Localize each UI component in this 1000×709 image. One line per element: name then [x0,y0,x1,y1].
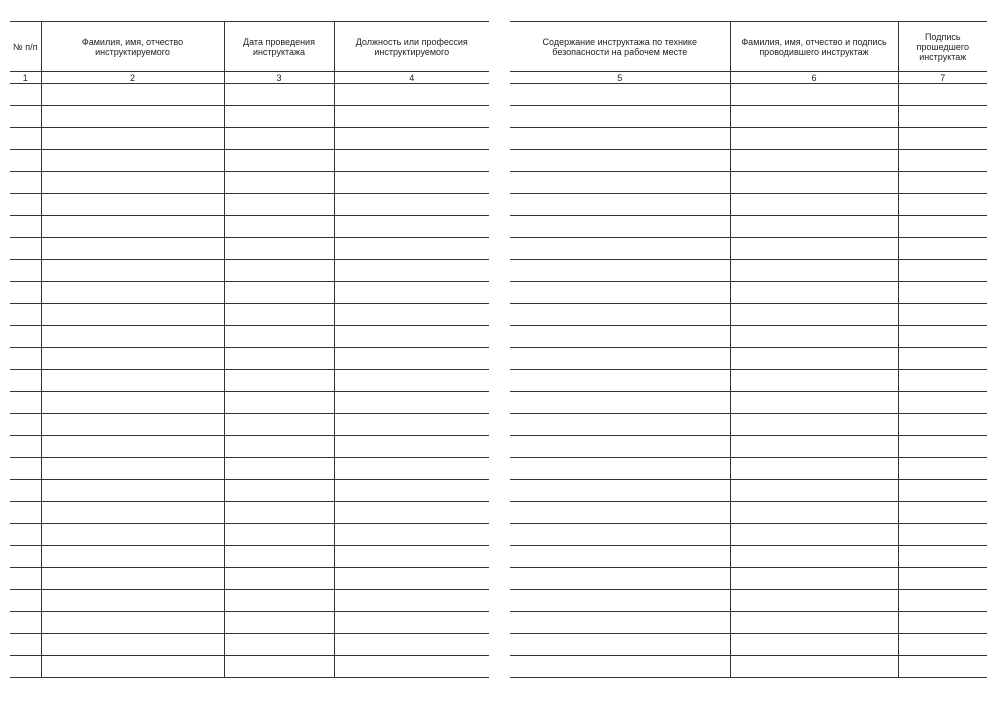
table-row [10,106,489,128]
table-row [510,656,987,678]
table-row [10,348,489,370]
table-row [10,172,489,194]
table-cell[interactable] [10,546,41,568]
table-cell[interactable] [224,524,334,546]
table-cell[interactable] [898,480,987,502]
table-cell[interactable] [730,502,898,524]
table-cell[interactable] [334,238,489,260]
table-row [10,128,489,150]
table-cell[interactable] [898,260,987,282]
table-cell[interactable] [730,546,898,568]
table-row [510,546,987,568]
table-cell[interactable] [224,634,334,656]
table-cell[interactable] [10,612,41,634]
header-row [10,22,489,72]
table-cell[interactable] [510,238,730,260]
table-cell[interactable] [41,84,224,106]
table-cell[interactable] [898,546,987,568]
table-cell[interactable] [41,282,224,304]
table-cell[interactable] [730,656,898,678]
table-row [10,546,489,568]
table-cell[interactable] [224,260,334,282]
table-cell[interactable] [510,326,730,348]
table-cell[interactable] [898,282,987,304]
table-cell[interactable] [898,502,987,524]
header-trainee-signature: Подпись прошедшего инструктаж [898,22,987,72]
table-row [10,150,489,172]
table-cell[interactable] [510,656,730,678]
table-cell[interactable] [334,480,489,502]
table-cell[interactable] [510,172,730,194]
table-cell[interactable] [224,304,334,326]
table-row [10,392,489,414]
table-cell[interactable] [41,194,224,216]
table-cell[interactable] [41,568,224,590]
table-cell[interactable] [41,414,224,436]
table-cell[interactable] [10,260,41,282]
table-row [10,524,489,546]
table-cell[interactable] [10,106,41,128]
table-row [10,612,489,634]
left-table-body [10,84,489,678]
table-cell[interactable] [730,150,898,172]
table-cell[interactable] [41,348,224,370]
table-cell[interactable] [730,260,898,282]
table-row [510,84,987,106]
table-row [10,194,489,216]
header-full-name: Фамилия, имя, отчество инструктируемого [41,22,224,72]
table-cell[interactable] [224,150,334,172]
right-table-body [510,84,987,678]
table-row [510,392,987,414]
table-cell[interactable] [41,480,224,502]
table-row [510,150,987,172]
table-cell[interactable] [334,414,489,436]
table-row [10,304,489,326]
table-cell[interactable] [898,304,987,326]
table-cell[interactable] [41,370,224,392]
table-cell[interactable] [898,106,987,128]
table-cell[interactable] [10,568,41,590]
table-cell[interactable] [10,84,41,106]
table-cell[interactable] [334,172,489,194]
table-cell[interactable] [334,568,489,590]
table-cell[interactable] [334,656,489,678]
table-cell[interactable] [510,458,730,480]
table-cell[interactable] [898,612,987,634]
table-cell[interactable] [224,436,334,458]
table-cell[interactable] [334,436,489,458]
table-cell[interactable] [898,458,987,480]
table-cell[interactable] [41,216,224,238]
table-row [510,436,987,458]
column-number: 1 [10,72,41,84]
table-cell[interactable] [41,524,224,546]
table-row [10,84,489,106]
table-cell[interactable] [898,568,987,590]
table-cell[interactable] [334,524,489,546]
header-row [510,22,987,72]
table-cell[interactable] [334,216,489,238]
table-cell[interactable] [510,260,730,282]
table-cell[interactable] [510,150,730,172]
table-cell[interactable] [41,238,224,260]
table-cell[interactable] [334,304,489,326]
column-number: 4 [334,72,489,84]
table-cell[interactable] [10,414,41,436]
table-cell[interactable] [334,458,489,480]
table-cell[interactable] [730,392,898,414]
table-row [510,304,987,326]
table-row [10,634,489,656]
table-row [10,480,489,502]
table-cell[interactable] [730,414,898,436]
table-cell[interactable] [898,194,987,216]
table-cell[interactable] [41,656,224,678]
table-cell[interactable] [224,370,334,392]
table-cell[interactable] [730,458,898,480]
table-cell[interactable] [730,128,898,150]
table-cell[interactable] [510,436,730,458]
table-cell[interactable] [730,172,898,194]
table-row [510,260,987,282]
table-cell[interactable] [510,370,730,392]
table-row [510,194,987,216]
table-row [510,282,987,304]
table-row [510,568,987,590]
table-cell[interactable] [510,480,730,502]
table-cell[interactable] [510,546,730,568]
table-row [10,260,489,282]
table-row [510,612,987,634]
table-cell[interactable] [41,150,224,172]
table-cell[interactable] [510,590,730,612]
table-cell[interactable] [10,524,41,546]
table-cell[interactable] [898,238,987,260]
table-cell[interactable] [41,128,224,150]
table-cell[interactable] [41,502,224,524]
table-cell[interactable] [10,590,41,612]
table-cell[interactable] [510,634,730,656]
table-cell[interactable] [510,282,730,304]
table-cell[interactable] [898,524,987,546]
table-cell[interactable] [334,194,489,216]
table-cell[interactable] [224,480,334,502]
table-cell[interactable] [224,568,334,590]
table-cell[interactable] [898,634,987,656]
table-cell[interactable] [10,392,41,414]
table-cell[interactable] [510,194,730,216]
table-cell[interactable] [41,634,224,656]
table-cell[interactable] [41,612,224,634]
table-cell[interactable] [510,524,730,546]
table-row [510,238,987,260]
table-cell[interactable] [510,304,730,326]
table-cell[interactable] [224,216,334,238]
left-journal-table [10,22,489,678]
table-cell[interactable] [898,216,987,238]
table-cell[interactable] [510,392,730,414]
table-cell[interactable] [730,282,898,304]
table-cell[interactable] [898,84,987,106]
table-cell[interactable] [730,634,898,656]
table-cell[interactable] [730,370,898,392]
right-page [510,21,987,678]
column-number-row [10,72,489,84]
table-cell[interactable] [898,392,987,414]
table-cell[interactable] [41,326,224,348]
table-cell[interactable] [898,414,987,436]
table-cell[interactable] [10,194,41,216]
table-cell[interactable] [224,194,334,216]
table-cell[interactable] [41,260,224,282]
table-cell[interactable] [510,414,730,436]
table-cell[interactable] [510,106,730,128]
table-cell[interactable] [334,612,489,634]
header-instructor-name-signature: Фамилия, имя, отчество и подпись проводившего инструктаж [730,22,898,72]
table-row [10,502,489,524]
table-cell[interactable] [224,612,334,634]
table-row [10,568,489,590]
table-row [510,172,987,194]
table-cell[interactable] [334,84,489,106]
table-cell[interactable] [224,238,334,260]
table-cell[interactable] [334,128,489,150]
table-cell[interactable] [224,656,334,678]
table-cell[interactable] [10,326,41,348]
table-cell[interactable] [730,304,898,326]
column-number: 3 [224,72,334,84]
table-cell[interactable] [510,568,730,590]
table-cell[interactable] [898,172,987,194]
table-cell[interactable] [730,84,898,106]
table-cell[interactable] [898,326,987,348]
table-cell[interactable] [10,502,41,524]
table-cell[interactable] [334,150,489,172]
table-cell[interactable] [334,326,489,348]
table-cell[interactable] [41,304,224,326]
table-row [10,326,489,348]
table-cell[interactable] [41,546,224,568]
table-cell[interactable] [334,634,489,656]
table-cell[interactable] [41,106,224,128]
table-cell[interactable] [510,216,730,238]
table-cell[interactable] [898,436,987,458]
table-cell[interactable] [224,282,334,304]
table-row [10,238,489,260]
table-cell[interactable] [730,194,898,216]
table-cell[interactable] [10,238,41,260]
table-cell[interactable] [730,568,898,590]
column-number: 2 [41,72,224,84]
table-cell[interactable] [10,634,41,656]
table-row [510,524,987,546]
header-position: Должность или профессия инструктируемого [334,22,489,72]
table-cell[interactable] [334,370,489,392]
table-cell[interactable] [10,304,41,326]
table-cell[interactable] [898,590,987,612]
table-cell[interactable] [334,348,489,370]
table-row [510,348,987,370]
table-cell[interactable] [10,370,41,392]
table-cell[interactable] [41,436,224,458]
table-cell[interactable] [898,128,987,150]
table-cell[interactable] [224,392,334,414]
table-cell[interactable] [224,590,334,612]
table-cell[interactable] [41,590,224,612]
table-cell[interactable] [41,172,224,194]
table-cell[interactable] [224,546,334,568]
table-cell[interactable] [10,150,41,172]
table-cell[interactable] [10,436,41,458]
table-cell[interactable] [224,502,334,524]
table-row [510,480,987,502]
table-row [10,282,489,304]
table-cell[interactable] [10,348,41,370]
table-cell[interactable] [41,458,224,480]
table-row [510,370,987,392]
table-cell[interactable] [224,458,334,480]
table-cell[interactable] [334,590,489,612]
table-cell[interactable] [510,84,730,106]
table-row [10,458,489,480]
table-row [510,216,987,238]
left-page [10,21,489,678]
table-cell[interactable] [334,260,489,282]
table-cell[interactable] [730,436,898,458]
table-cell[interactable] [730,480,898,502]
table-cell[interactable] [224,326,334,348]
header-date: Дата проведения инструктажа [224,22,334,72]
table-cell[interactable] [224,348,334,370]
table-cell[interactable] [10,656,41,678]
table-cell[interactable] [10,216,41,238]
header-number: № п/п [10,22,41,72]
table-cell[interactable] [898,348,987,370]
right-journal-table [510,22,987,678]
table-row [510,634,987,656]
table-cell[interactable] [224,84,334,106]
table-cell[interactable] [334,502,489,524]
table-cell[interactable] [510,502,730,524]
table-cell[interactable] [41,392,224,414]
column-number-row [510,72,987,84]
table-cell[interactable] [224,106,334,128]
table-row [510,414,987,436]
table-cell[interactable] [730,216,898,238]
table-row [10,436,489,458]
table-cell[interactable] [730,238,898,260]
table-cell[interactable] [510,612,730,634]
table-cell[interactable] [730,326,898,348]
table-row [510,590,987,612]
table-row [510,458,987,480]
table-cell[interactable] [224,128,334,150]
table-cell[interactable] [10,282,41,304]
table-cell[interactable] [224,172,334,194]
table-row [10,656,489,678]
column-number: 6 [730,72,898,84]
table-row [510,502,987,524]
table-row [10,590,489,612]
column-number: 5 [510,72,730,84]
table-cell[interactable] [730,348,898,370]
table-row [510,106,987,128]
header-instruction-content: Содержание инструктажа по технике безопасности на рабочем месте [510,22,730,72]
table-row [10,414,489,436]
table-cell[interactable] [10,480,41,502]
table-cell[interactable] [730,612,898,634]
table-cell[interactable] [10,458,41,480]
table-cell[interactable] [334,546,489,568]
table-cell[interactable] [334,106,489,128]
table-cell[interactable] [510,348,730,370]
table-cell[interactable] [334,392,489,414]
table-row [10,216,489,238]
table-row [510,128,987,150]
table-cell[interactable] [730,106,898,128]
table-cell[interactable] [898,370,987,392]
table-cell[interactable] [730,590,898,612]
table-cell[interactable] [10,128,41,150]
table-row [510,326,987,348]
table-cell[interactable] [898,150,987,172]
table-row [10,370,489,392]
table-cell[interactable] [10,172,41,194]
column-number: 7 [898,72,987,84]
table-cell[interactable] [730,524,898,546]
table-cell[interactable] [224,414,334,436]
table-cell[interactable] [898,656,987,678]
table-cell[interactable] [334,282,489,304]
table-cell[interactable] [510,128,730,150]
